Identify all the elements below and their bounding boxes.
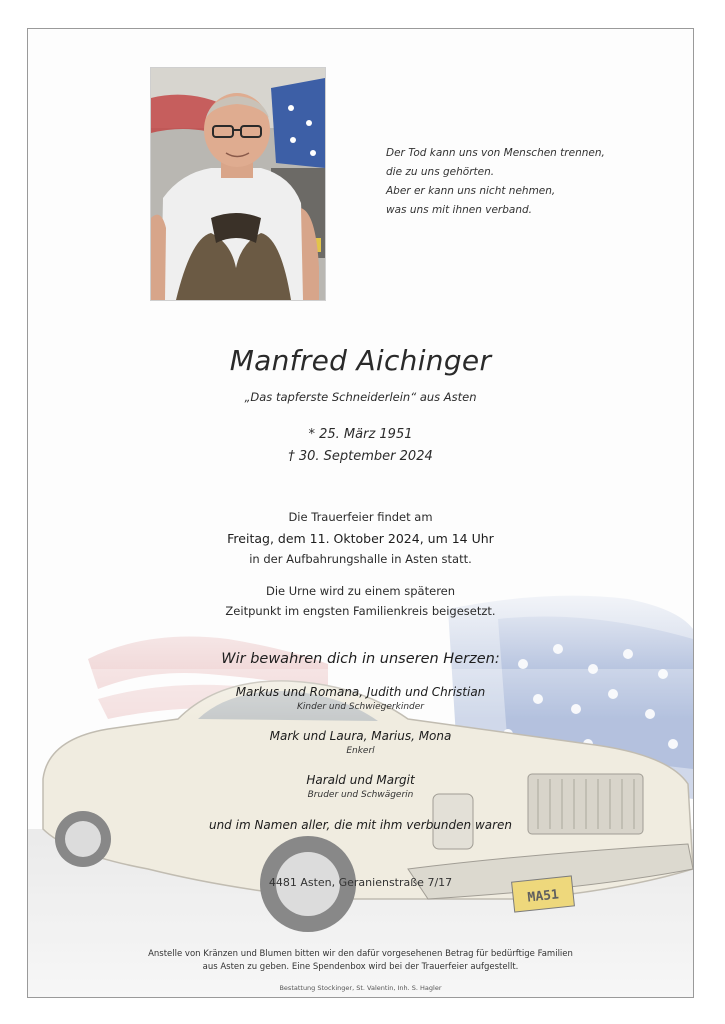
family-group [28,729,693,756]
family-relation: Bruder und Schwägerin [307,790,414,800]
donation-note [28,948,693,974]
family-group [28,773,693,800]
urn-line: Die Urne wird zu einem späteren [265,584,456,598]
service-date: Freitag, dem 11. Oktober 2024, um 14 Uhr [227,531,494,546]
service-location: in der Aufbahrungshalle in Asten statt. [249,552,472,566]
life-dates [28,424,693,468]
family-relation: Enkerl [346,746,375,756]
quote-line: die zu uns gehörten. [386,166,495,178]
urn-info [28,581,693,621]
family-names: Mark und Laura, Marius, Mona [269,729,452,743]
quote-line: Der Tod kann uns von Menschen trennen, [386,147,605,159]
family-relation: Kinder und Schwiegerkinder [297,702,424,712]
deceased-nickname: „Das tapferste Schneiderlein“ aus Asten [244,390,477,404]
deceased-name: Manfred Aichinger [229,344,492,377]
family-names: Harald und Margit [306,773,415,787]
family-heading: Wir bewahren dich in unseren Herzen: [221,651,500,667]
funeral-service-info [28,507,693,570]
death-date: † 30. September 2024 [288,449,433,464]
donation-line: aus Asten zu geben. Eine Spendenbox wird bei der Trauerfeier aufgestellt. [202,962,519,972]
all-mourners-line: und im Namen aller, die mit ihm verbunden waren [208,818,513,832]
family-address: 4481 Asten, Geranienstraße 7/17 [268,876,453,889]
quote-line: was uns mit ihnen verband. [386,204,532,216]
funeral-home: Bestattung Stockinger, St. Valentin, Inh. S. Hagler [279,984,442,992]
urn-line: Zeitpunkt im engsten Familienkreis beigesetzt. [225,604,496,618]
quote-line: Aber er kann uns nicht nehmen, [386,185,556,197]
family-names: Markus und Romana, Judith und Christian [235,685,486,699]
birth-date: * 25. März 1951 [308,427,413,442]
donation-line: Anstelle von Kränzen und Blumen bitten wir den dafür vorgesehenen Betrag für bedürftige Familien [148,949,573,959]
portrait-photo [150,67,326,301]
family-group [28,685,693,712]
obituary-card [27,28,694,998]
service-line: Die Trauerfeier findet am [288,510,433,524]
memorial-quote [386,144,646,220]
